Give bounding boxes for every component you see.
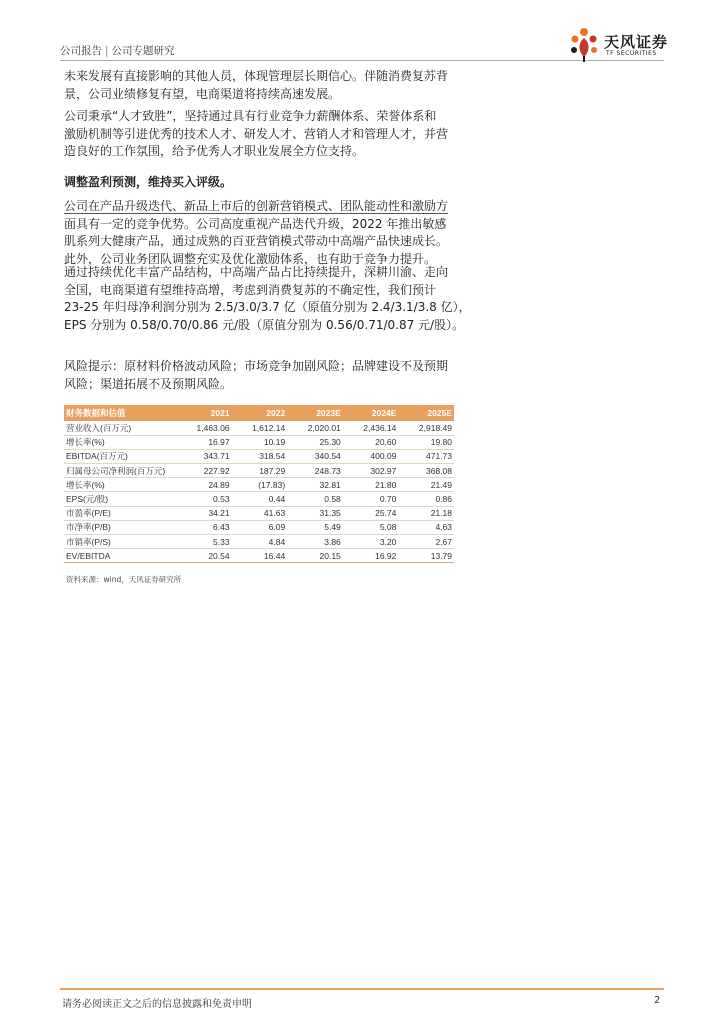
table-cell: 1,612.14 [232,421,288,435]
table-cell: 302.97 [343,464,399,478]
text-line: 风险；渠道拓展不及预期风险。 [64,376,233,391]
table-cell: 10.19 [232,435,288,449]
page-number: 2 [654,995,661,1006]
table-row [64,492,454,506]
table-row [64,520,454,534]
table-cell: 16.44 [232,549,288,563]
text-line: 通过持续优化丰富产品结构，中高端产品占比持续提升，深耕川渝、走向 [64,265,449,279]
table-cell: 归属母公司净利润(百万元) [64,464,176,478]
table-header-cell: 2025E [427,408,452,418]
table-cell: 24.89 [176,478,232,492]
table-cell: 4.63 [398,520,454,534]
company-logo [566,23,676,63]
text-line: 未来发展有直接影响的其他人员，体现管理层长期信心。伴随消费复苏背 [64,69,449,83]
table-header-cell: 2022 [266,408,286,418]
table-source-note: 资料来源：wind，天风证券研究所 [66,575,182,584]
table-cell: 41.63 [232,506,288,520]
table-cell: 187.29 [232,464,288,478]
table-row [64,464,454,478]
table-cell: 20.60 [343,435,399,449]
text-line: 23-25 年归母净利润分别为 2.5/3.0/3.7 亿（原值分别为 2.4/3.1/3.8 亿）， [64,300,471,314]
text-line: 全国，电商渠道有望维持高增，考虑到消费复苏的不确定性，我们预计 [64,282,437,297]
table-header-cell: 2021 [210,408,230,418]
table-cell: 6.09 [232,520,288,534]
table-cell: 增长率(%) [64,435,176,449]
table-cell: 13.79 [398,549,454,563]
table-header-cell: 财务数据和估值 [66,408,126,418]
table-cell: 增长率(%) [64,478,176,492]
logo-text-en: TF SECURITIES [606,50,657,57]
table-row [64,478,454,492]
table-cell: EPS(元/股) [64,492,176,506]
table-cell: 6.43 [176,520,232,534]
table-header-cell: 2024E [371,408,397,418]
table-cell: 2,436.14 [343,421,399,435]
logo-mark-icon [566,23,602,63]
table-row [64,449,454,463]
paragraph-risk-warning [64,358,664,393]
paragraph-talent-strategy [64,108,664,161]
footer-disclaimer: 请务必阅读正文之后的信息披露和免责申明 [62,999,252,1010]
header-separator: | [105,45,109,57]
table-cell: 3.20 [343,535,399,549]
table-cell: EV/EBITDA [64,549,176,563]
text-line: 肌系列大健康产品，通过成熟的百亚营销模式带动中高端产品快速成长。 [64,234,449,248]
financial-data-table [64,405,454,563]
table-cell: 368.08 [398,464,454,478]
text-line: 风险提示：原材料价格波动风险；市场竞争加剧风险；品牌建设不及预期 [64,359,449,373]
table-header-cell: 2023E [316,408,341,418]
table-cell: 19.80 [398,435,454,449]
table-cell: 0.53 [176,492,232,506]
text-line: 公司秉承“人才致胜”，坚持通过具有行业竞争力薪酬体系、荣誉体系和 [64,109,437,123]
table-cell: 2,020.01 [287,421,343,435]
table-cell: 5.08 [343,520,399,534]
table-cell: 0.70 [343,492,399,506]
table-cell: 市净率(P/B) [64,520,176,534]
text-line: EPS 分别为 0.58/0.70/0.86 元/股（原值分别为 0.56/0.71/0.87 元/股）。 [64,317,465,332]
table-cell: 21.18 [398,506,454,520]
table-cell: 32.81 [287,478,343,492]
financial-table-container [64,405,454,563]
table-row [64,421,454,435]
table-cell: 0.58 [287,492,343,506]
table-cell: 471.73 [398,449,454,463]
table-row [64,435,454,449]
table-cell: 34.21 [176,506,232,520]
table-cell: 227.92 [176,464,232,478]
header-category: 公司报告 [60,45,102,57]
table-cell: 25.30 [287,435,343,449]
header-subcategory: 公司专题研究 [111,45,175,57]
table-row [64,506,454,520]
table-cell: 343.71 [176,449,232,463]
table-header-row [64,405,454,421]
table-cell: 21.80 [343,478,399,492]
text-line: 激励机制等引进优秀的技术人才、研发人才、营销人才和管理人才，并营 [64,126,449,141]
table-cell: 市盈率(P/E) [64,506,176,520]
table-cell: 25.74 [343,506,399,520]
table-row [64,535,454,549]
text-line [64,198,664,216]
table-cell: 1,463.06 [176,421,232,435]
header-breadcrumb [60,43,175,58]
table-cell: 20.15 [287,549,343,563]
underlined-text: 公司在产品升级迭代、新品上市后的创新营销模式、团队能动性和激励方 [64,199,449,213]
table-cell: 市销率(P/S) [64,535,176,549]
table-cell: 16.97 [176,435,232,449]
table-cell: 340.54 [287,449,343,463]
table-cell: 3.86 [287,535,343,549]
table-cell: 2,918.49 [398,421,454,435]
table-cell: 营业收入(百万元) [64,421,176,435]
paragraph-competitive-advantage [64,198,664,268]
table-cell: 2.67 [398,535,454,549]
table-cell: 21.49 [398,478,454,492]
table-cell: (17.83) [232,478,288,492]
text-line: 造良好的工作氛围，给予优秀人才职业发展全方位支持。 [64,144,365,158]
table-row [64,549,454,563]
table-cell: 4.84 [232,535,288,549]
table-cell: 16.92 [343,549,399,563]
table-cell: 5.33 [176,535,232,549]
text-line: 面具有一定的竞争优势。公司高度重视产品迭代升级，2022 年推出敏感 [64,216,447,231]
table-cell: 31.35 [287,506,343,520]
paragraph-management-confidence [64,68,664,103]
table-cell: 0.86 [398,492,454,506]
section-heading-earnings-forecast: 调整盈利预测，维持买入评级。 [64,175,233,189]
text-line: 此外，公司业务团队调整充实及优化激励体系，也有助于竞争力提升。 [64,251,437,266]
paragraph-forecast [64,264,664,334]
table-cell: 400.09 [343,449,399,463]
logo-text-cn: 天风证券 [604,33,669,51]
table-cell: 318.54 [232,449,288,463]
table-cell: 0.44 [232,492,288,506]
table-cell: 5.49 [287,520,343,534]
table-cell: 20.54 [176,549,232,563]
text-line: 景，公司业绩修复有望，电商渠道将持续高速发展。 [64,86,341,101]
table-cell: 248.73 [287,464,343,478]
table-cell: EBITDA(百万元) [64,449,176,463]
footer-divider [60,988,664,990]
